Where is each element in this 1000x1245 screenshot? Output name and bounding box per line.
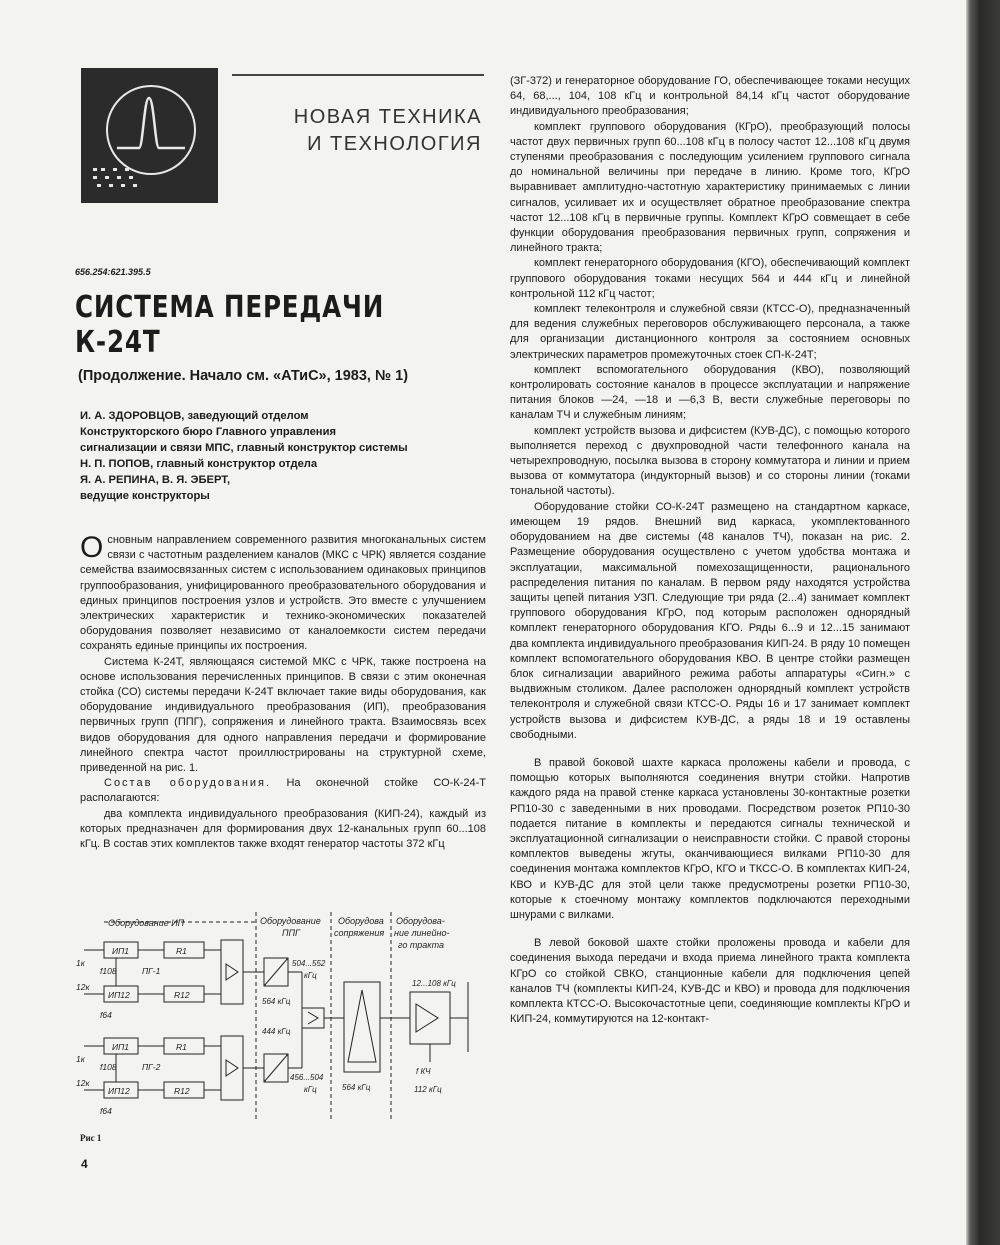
paragraph: (ЗГ-372) и генераторное оборудование ГО, обеспечивающее токами несущих 64, 68,..., 104, 108 кГц и контрольной 84,14 кГц частот оборудование индивидуального преобразования; [510, 75, 910, 118]
pg1-label: ПГ-1 [142, 966, 161, 976]
label-ppg-2: ППГ [282, 928, 300, 938]
f444-label: 444 кГц [262, 1027, 291, 1036]
ip12-label: ИП12 [108, 990, 130, 1000]
section-logo-icon [81, 68, 218, 203]
author-line: Конструкторского бюро Главного управления [80, 426, 336, 438]
paragraph: Оборудование стойки СО-К-24Т размещено на стандартном каркасе, имеющем 19 рядов. Внешний вид каркаса, укомплектованного оборудованием на две системы (48 каналов ТЧ), показан на рис. 2. Размещение оборудования осуществлено с учетом удобства монтажа и эксплуатации, максимальной помехозащищенности, рационального распределения питания по каналам. В первом ряду находятся устройства защиты цепей питания УЗП. Следующие три ряда (2...4) занимает комплект группового оборудования КГрО, под которым расположен однорядный комплект генераторного оборудования КГО. Ряды 6...9 и 12...15 занимают два комплекта индивидуального преобразования КИП-24. В ряду 10 помещен комплект вспомогательного оборудования КВО. В центре стойки размещен блок сигнализации аварийного режима работы аппаратуры «Сигн.» с выдвижным столиком. Далее расположен однорядный комплект устройств телеконтроля и служебной связи КТСС-О. Ряды 16 и 17 занимает комплект устройств вызова и дифсистем КУВ-ДС, а ряды 18 и 19 оставлены свободными. [510, 500, 910, 741]
right-column [510, 74, 910, 1027]
block-diagram [76, 912, 486, 1132]
label-lin-3: го тракта [398, 940, 445, 950]
label-sopr-2: сопряжения [334, 928, 385, 938]
amp-box-lower [221, 1036, 243, 1100]
paragraph: комплект группового оборудования (КГрО), преобразующий полосы частот двух первичных групп 60...108 кГц в полосу частот 12...108 кГц двумя ступенями преобразования с последующим усилением группового сигнала до номинальной величины при передаче в линию. Кроме того, КГрО выравнивает амплитудно-частотную характеристику принимаемых с линии сигналов, усиливает их и осуществляет обратное преобразование спектра частот 12...108 кГц в первичные группы. Комплект КГрО совмещает в себе функции оборудования преобразования первичных групп, сопряжения и линейного тракта; [510, 120, 910, 255]
author-line: ведущие конструкторы [80, 490, 210, 502]
input-1k: 1к [76, 1054, 85, 1064]
paragraph: Система К-24Т, являющаяся системой МКС с ЧРК, также построена на основе использования перечисленных принципов. В связи с этим оконечная стойка (СО) системы передачи К-24Т включает такие виды оборудования, как оборудование индивидуального преобразования (ИП), преобразования первичных групп (ППГ), сопряжения и линейного тракта. Взаимосвязь всех видов оборудования для одного направления передачи и формирование линейного спектра частот проиллюстрированы на структурной схеме, приведенной на рис. 1. [80, 655, 486, 775]
amp-triangle-upper [226, 964, 238, 980]
author-line: И. А. ЗДОРОВЦОВ, заведующий отделом [80, 410, 309, 422]
paragraph-text: На оконечной стойке СО-К-24-Т располагаются: [80, 777, 486, 805]
summing-node [302, 1008, 324, 1028]
amp-box-upper [221, 940, 243, 1004]
input-1k: 1к [76, 958, 85, 968]
f108-label: f108 [100, 966, 117, 976]
section-line-2: И ТЕХНОЛОГИЯ [307, 133, 482, 155]
band-504-552: 504...552 [292, 959, 326, 968]
paragraph: В правой боковой шахте каркаса проложены кабели и провода, с помощью которых выполняются соединения внутри стойки. Напротив каждого ряда на правой стенке каркаса установлены 30-контактные розетки РП10-30 с заведенными в них проводами. Посредством розеток РП10-30 подается питание в комплекты и передаются сигналы технической и эксплуатационной сигнализации о неисправности стойки. С правой стороны комплектов выведены жгуты, оканчивающиеся вилками РП10-30 для соединения монтажа комплектов КГрО, КГО и ТКСС-О. В комплектах КИП-24, КВО и КУВ-ДС для этой цели также предусмотрены розетки РП10-30, которые к стоечному монтажу комплектов подключаются переходными шнурами с вилками. [510, 756, 910, 921]
section-heading [250, 104, 482, 158]
subheading-inline: Состав оборудования. [104, 777, 272, 790]
paragraph: комплект вспомогательного оборудования (КВО), позволяющий контролировать состояние каналов в процессе эксплуатации и напряжение питания блоков —24, —18 и —6,3 В, вести служебные переговоры по каналам ТЧ и служебным линиям; [510, 363, 910, 422]
r12-label: R12 [174, 990, 190, 1000]
page-edge-shadow [966, 0, 1000, 1245]
label-ip: Оборудование ИП [108, 918, 185, 928]
author-line: Н. П. ПОПОВ, главный конструктор отдела [80, 458, 318, 470]
pg2-label: ПГ-2 [142, 1062, 161, 1072]
paragraph: два комплекта индивидуального преобразования (КИП-24), каждый из которых предназначен для формирования двух 12-канальных групп 60...108 кГц. В состав этих комплектов также входят генератор частоты 372 кГц [80, 807, 486, 851]
paragraph: комплект телеконтроля и служебной связи (КТСС-О), предназначенный для ведения служебных переговоров обслуживающего персонала, а также для организации дистанционного контроля за состоянием основных электрических параметров промежуточных стоек СП-К-24Т; [510, 303, 910, 361]
paragraph [80, 776, 486, 806]
label-lin-2: ние линейно- [394, 928, 450, 938]
paragraph-text: сновным направлением современного развития многоканальных систем связи с частотным разделением каналов (МКС с ЧРК) является создание семейства взаимосвязанных систем с использованием одинаковых принципов группообразования, унифицированного преобразовательного оборудования и единых принципов построения узлов и устройств. Это вместе с улучшением электрических характеристик и технико-экономических показателей оборудования позволяет независимо от каналоемкости систем передачи сохранять единые принципы их построения. [80, 534, 486, 653]
input-12k: 12к [76, 1078, 90, 1088]
f-kch-label: f КЧ [416, 1067, 431, 1076]
amp-triangle-lower [226, 1060, 238, 1076]
paragraph [80, 533, 486, 655]
f64-label: f64 [100, 1106, 112, 1116]
continuation-note: (Продолжение. Начало см. «АТиС», 1983, № 1) [78, 368, 409, 384]
author-line: Я. А. РЕПИНА, В. Я. ЭБЕРТ, [80, 474, 231, 486]
paragraph: комплект устройств вызова и дифсистем (КУВ-ДС), с помощью которого выполняется переход с двухпроводной части телефонного канала на четырехпроводную, посылка вызова в сторону коммутатора и линии и прием вызова от коммутатора (индукторный вызов) и со стороны линии (токами тональной частоты). [510, 424, 910, 498]
label-ppg-1: Оборудование [260, 916, 321, 926]
r1-label: R1 [176, 1042, 187, 1052]
input-12k: 12к [76, 982, 90, 992]
author-block [80, 408, 490, 504]
band-456-504: 456...504 [290, 1073, 324, 1082]
r1-label: R1 [176, 946, 187, 956]
khz-label: кГц [304, 1085, 317, 1094]
f564-label: 564 кГц [342, 1083, 371, 1092]
f112-label: 112 кГц [414, 1085, 442, 1094]
label-sopr-1: Оборудова [338, 916, 384, 926]
f108-label: f108 [100, 1062, 117, 1072]
figure-caption: Рис 1 [80, 1133, 102, 1143]
page-number: 4 [81, 1157, 88, 1171]
header-rule [232, 74, 484, 76]
paragraph: В левой боковой шахте стойки проложены провода и кабели для соединения выхода передачи и входа приема линейного тракта комплекта КГрО со стойкой СВКО, станционные кабели для подключения цепей каналов ТЧ (комплекты КИП-24, КУВ-ДС и КВО) и провода для подключения комплекта КТСС-О. Высокочастотные цепи, соединяющие комплекты КГрО и КИП-24, коммутируются на 12-контакт- [510, 937, 910, 1026]
ip1-label: ИП1 [112, 1042, 129, 1052]
khz-label: кГц [304, 971, 317, 980]
author-line: сигнализации и связи МПС, главный конструктор системы [80, 442, 408, 454]
coupling-block [344, 982, 380, 1072]
ip12-label: ИП12 [108, 1086, 130, 1096]
paragraph: комплект генераторного оборудования (КГО), обеспечивающий комплект группового оборудования токами несущих 564 и 444 кГц и линейной контрольной 112 кГц частот; [510, 257, 910, 300]
f64-label: f64 [100, 1010, 112, 1020]
label-lin-1: Оборудова- [396, 916, 445, 926]
ip1-label: ИП1 [112, 946, 129, 956]
r12-label: R12 [174, 1086, 190, 1096]
drop-cap: О [80, 531, 104, 564]
section-line-1: НОВАЯ ТЕХНИКА [293, 106, 482, 128]
f564-label: 564 кГц [262, 997, 291, 1006]
udc-code: 656.254:621.395.5 [75, 267, 151, 277]
article-title: СИСТЕМА ПЕРЕДАЧИ К-24Т [75, 290, 385, 360]
range-12-108: 12...108 кГц [412, 979, 456, 988]
left-column [80, 533, 486, 852]
